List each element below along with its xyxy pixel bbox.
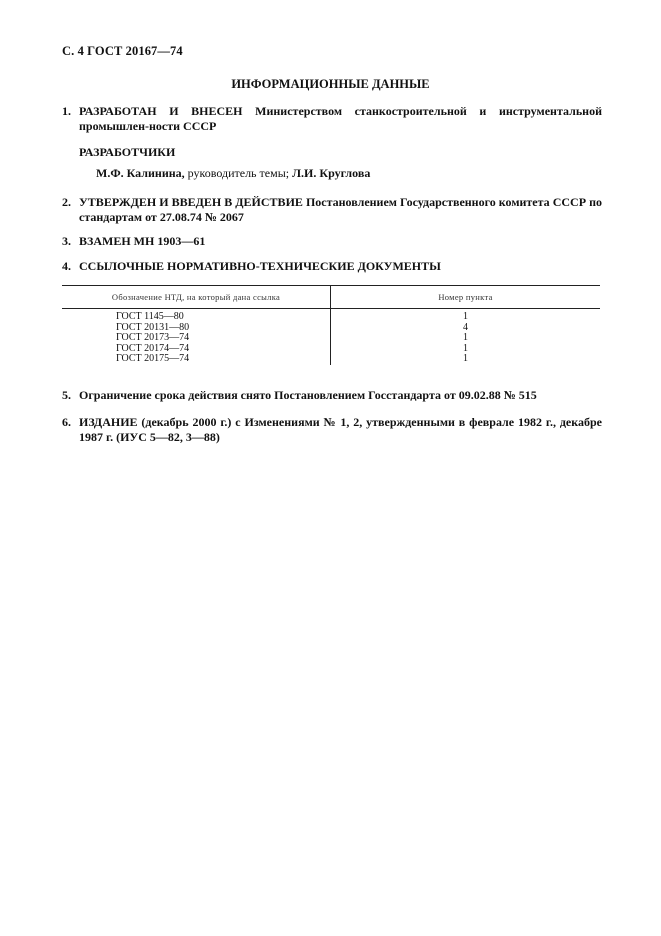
item-text: ССЫЛОЧНЫЕ НОРМАТИВНО-ТЕХНИЧЕСКИЕ ДОКУМЕНТЫ (79, 259, 441, 273)
table-header-row (62, 286, 600, 309)
document-title: ИНФОРМАЦИОННЫЕ ДАННЫЕ (231, 77, 430, 91)
info-item-2 (62, 195, 602, 225)
clause-cell: 1 (463, 311, 468, 322)
item-number: 6. (62, 415, 71, 429)
developer-role: руководитель темы; (184, 166, 293, 180)
clause-cell: 1 (463, 353, 468, 364)
reference-documents-table (62, 285, 600, 365)
info-item-1 (62, 104, 602, 134)
info-item-3 (62, 234, 602, 249)
item-text: Ограничение срока действия снято Постановлением Госстандарта от 09.02.88 № 515 (79, 388, 537, 402)
item-number: 4. (62, 259, 71, 273)
clause-cell: 1 (463, 332, 468, 343)
developer-name: Л.И. Круглова (292, 166, 371, 180)
info-item-4 (62, 259, 602, 274)
developers-heading: РАЗРАБОТЧИКИ (79, 145, 176, 159)
document-cell: ГОСТ 20173—74 (62, 333, 331, 344)
clause-cell: 4 (463, 321, 468, 333)
item-text: ВЗАМЕН МН 1903—61 (79, 234, 206, 248)
page-header: С. 4 ГОСТ 20167—74 (62, 44, 183, 58)
column-header-document: Обозначение НТД, на который дана ссылка (62, 286, 331, 309)
item-number: 2. (62, 195, 71, 209)
table-row (62, 333, 600, 344)
item-text: РАЗРАБОТАН И ВНЕСЕН Министерством станкостроительной и инструментальной промышлен-ности СССР (79, 104, 602, 133)
developer-name: М.Ф. Калинина, (96, 166, 185, 180)
document-cell: ГОСТ 20131—80 (62, 323, 331, 334)
document-cell: ГОСТ 20175—74 (62, 354, 331, 365)
item-number: 5. (62, 388, 71, 402)
item-number: 1. (62, 104, 71, 118)
developers-line (96, 166, 370, 181)
item-number: 3. (62, 234, 71, 248)
info-item-6 (62, 415, 602, 445)
item-text: ИЗДАНИЕ (декабрь 2000 г.) с Изменениями № 1, 2, утвержденными в феврале 1982 г., декабре 1987 г. (ИУС 5—82, 3—88) (79, 415, 602, 444)
info-item-5 (62, 388, 602, 403)
table-row (62, 354, 600, 365)
document-cell: ГОСТ 20174—74 (62, 344, 331, 355)
item-text: УТВЕРЖДЕН И ВВЕДЕН В ДЕЙСТВИЕ Постановлением Государственного комитета СССР по стандартам от 27.08.74 № 2067 (79, 195, 602, 224)
clause-cell: 1 (463, 342, 468, 354)
table-row (62, 309, 600, 323)
column-header-clause: Номер пункта (331, 286, 601, 309)
document-cell: ГОСТ 1145—80 (62, 309, 331, 323)
